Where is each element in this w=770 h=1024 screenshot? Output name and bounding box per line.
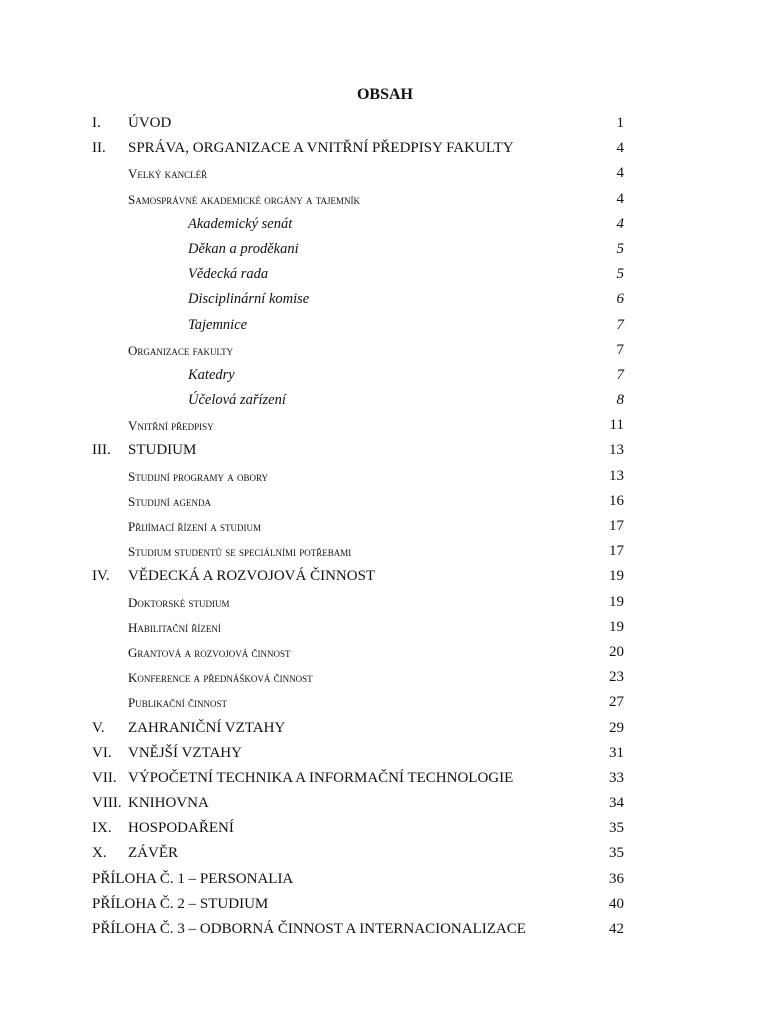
toc-entry-page-number: 35 bbox=[609, 820, 624, 837]
toc-entry-number: II. bbox=[92, 140, 106, 157]
toc-title: OBSAH bbox=[356, 86, 413, 103]
toc-entry-page-number: 5 bbox=[616, 240, 624, 257]
toc-entry[interactable] bbox=[92, 338, 624, 363]
toc-entry-page-number: 34 bbox=[609, 795, 624, 812]
toc-entry-label: Samosprávné akademické orgány a tajemník bbox=[128, 191, 361, 207]
toc-entry[interactable] bbox=[92, 313, 624, 338]
toc-entry-label: PŘÍLOHA Č. 1 – PERSONALIA bbox=[92, 870, 294, 887]
toc-entry-label: ÚVOD bbox=[128, 115, 172, 131]
toc-entry[interactable] bbox=[92, 187, 624, 212]
toc-entry-label: Katedry bbox=[188, 366, 235, 383]
toc-entry[interactable] bbox=[92, 716, 624, 741]
toc-entry-page-number: 7 bbox=[616, 316, 624, 333]
toc-entry-label: Publikační činnost bbox=[128, 695, 227, 711]
toc-entry[interactable] bbox=[92, 136, 624, 161]
toc-entry[interactable] bbox=[92, 841, 624, 866]
toc-entry-number: III. bbox=[92, 442, 111, 459]
toc-entry[interactable] bbox=[92, 564, 624, 589]
toc-entry[interactable] bbox=[92, 615, 624, 640]
toc-entry[interactable] bbox=[92, 690, 624, 715]
toc-entry-label: Vnitřní předpisy bbox=[128, 418, 214, 434]
toc-entry[interactable] bbox=[92, 262, 624, 287]
toc-entry-label: Studijní agenda bbox=[128, 493, 211, 509]
toc-entry-label: VĚDECKÁ A ROZVOJOVÁ ČINNOST bbox=[128, 568, 376, 585]
toc-entry-label: Děkan a proděkani bbox=[188, 240, 299, 257]
toc-entry-number: IV. bbox=[92, 568, 110, 585]
toc-entry-number: VII. bbox=[92, 769, 117, 786]
toc-entry-page-number: 7 bbox=[616, 366, 624, 383]
toc-entry-page-number: 4 bbox=[616, 190, 624, 207]
toc-entry-label: Účelová zařízení bbox=[188, 392, 286, 409]
toc-entry-page-number: 7 bbox=[616, 341, 624, 358]
toc-entry-label: Velký kancléř bbox=[128, 166, 208, 182]
toc-entry-page-number: 42 bbox=[609, 921, 624, 937]
toc-entry-page-number: 4 bbox=[616, 140, 624, 157]
toc-entry-label: PŘÍLOHA Č. 2 – STUDIUM bbox=[92, 895, 269, 912]
toc-entry-label: VÝPOČETNÍ TECHNIKA A INFORMAČNÍ TECHNOLOGIE bbox=[128, 769, 514, 786]
toc-entry-number: X. bbox=[92, 845, 107, 862]
toc-entry-page-number: 29 bbox=[609, 719, 624, 736]
toc-entry[interactable] bbox=[92, 892, 624, 917]
toc-entry-page-number: 4 bbox=[616, 215, 624, 232]
toc-entry-page-number: 20 bbox=[609, 643, 624, 660]
toc-entry-page-number: 17 bbox=[609, 543, 624, 560]
toc-entry-label: STUDIUM bbox=[128, 442, 197, 459]
toc-entry[interactable] bbox=[92, 539, 624, 564]
toc-entry-page-number: 8 bbox=[616, 392, 624, 409]
toc-entry[interactable] bbox=[92, 867, 624, 892]
toc-entry-label: ZAHRANIČNÍ VZTAHY bbox=[128, 719, 286, 736]
toc-entry-number: IX. bbox=[92, 820, 112, 837]
toc-entry[interactable] bbox=[92, 489, 624, 514]
toc-entry-number: I. bbox=[92, 115, 101, 131]
toc-entry-page-number: 33 bbox=[609, 769, 624, 786]
toc-entry-page-number: 19 bbox=[609, 618, 624, 635]
toc-entry-label: Doktorské studium bbox=[128, 594, 230, 610]
toc-entry-label: Konference a přednášková činnost bbox=[128, 670, 313, 686]
toc-entry-page-number: 31 bbox=[609, 744, 624, 761]
toc-entry-page-number: 1 bbox=[616, 115, 624, 131]
table-of-contents bbox=[92, 111, 624, 942]
toc-entry-page-number: 27 bbox=[609, 694, 624, 711]
toc-entry[interactable] bbox=[92, 766, 624, 791]
toc-entry-page-number: 19 bbox=[609, 568, 624, 585]
toc-entry[interactable] bbox=[92, 816, 624, 841]
toc-entry-page-number: 35 bbox=[609, 845, 624, 862]
toc-entry-number: VI. bbox=[92, 744, 112, 761]
toc-entry[interactable] bbox=[92, 413, 624, 438]
toc-entry-label: Tajemnice bbox=[188, 316, 248, 333]
toc-entry-label: Vědecká rada bbox=[188, 266, 269, 283]
toc-entry-page-number: 13 bbox=[609, 442, 624, 459]
toc-entry[interactable] bbox=[92, 111, 624, 136]
toc-entry-label: Akademický senát bbox=[188, 215, 293, 232]
toc-entry[interactable] bbox=[92, 917, 624, 942]
toc-entry[interactable] bbox=[92, 237, 624, 262]
toc-entry[interactable] bbox=[92, 388, 624, 413]
toc-entry-label: Organizace fakulty bbox=[128, 342, 234, 358]
toc-entry-page-number: 13 bbox=[609, 467, 624, 484]
toc-entry-page-number: 6 bbox=[616, 291, 624, 308]
toc-entry-page-number: 40 bbox=[609, 895, 624, 912]
toc-entry-label: SPRÁVA, ORGANIZACE A VNITŘNÍ PŘEDPISY FAKULTY bbox=[128, 140, 514, 157]
toc-entry[interactable] bbox=[92, 287, 624, 312]
toc-entry-label: PŘÍLOHA Č. 3 – ODBORNÁ ČINNOST A INTERNACIONALIZACE bbox=[92, 921, 526, 937]
toc-entry-label: Studium studentů se speciálními potřebami bbox=[128, 544, 352, 560]
toc-entry[interactable] bbox=[92, 590, 624, 615]
toc-entry-label: Disciplinární komise bbox=[188, 291, 310, 308]
toc-entry-label: ZÁVĚR bbox=[128, 845, 178, 862]
toc-entry-page-number: 16 bbox=[609, 492, 624, 509]
toc-entry[interactable] bbox=[92, 438, 624, 463]
toc-entry-label: Studijní programy a obory bbox=[128, 468, 268, 484]
toc-entry-page-number: 36 bbox=[609, 870, 624, 887]
toc-entry-label: Přijímací řízení a studium bbox=[128, 519, 261, 534]
toc-entry[interactable] bbox=[92, 363, 624, 388]
toc-entry-number: V. bbox=[92, 719, 105, 736]
toc-entry[interactable] bbox=[92, 665, 624, 690]
toc-entry[interactable] bbox=[92, 514, 624, 539]
toc-entry-page-number: 5 bbox=[616, 266, 624, 283]
toc-entry[interactable] bbox=[92, 791, 624, 816]
toc-entry[interactable] bbox=[92, 212, 624, 237]
toc-entry-page-number: 11 bbox=[609, 417, 624, 434]
toc-entry[interactable] bbox=[92, 161, 624, 186]
toc-entry-label: HOSPODAŘENÍ bbox=[128, 820, 234, 837]
toc-entry-page-number: 23 bbox=[609, 669, 624, 686]
toc-entry-page-number: 4 bbox=[616, 165, 624, 182]
toc-entry-label: Habilitační řízení bbox=[128, 619, 221, 635]
toc-entry-label: KNIHOVNA bbox=[128, 795, 209, 812]
toc-entry-page-number: 19 bbox=[609, 593, 624, 610]
toc-entry-label: VNĚJŠÍ VZTAHY bbox=[128, 744, 242, 761]
toc-entry[interactable] bbox=[92, 741, 624, 766]
toc-entry[interactable] bbox=[92, 464, 624, 489]
toc-entry[interactable] bbox=[92, 640, 624, 665]
toc-entry-page-number: 17 bbox=[609, 518, 624, 534]
toc-entry-number: VIII. bbox=[92, 795, 122, 812]
toc-entry-label: Grantová a rozvojová činnost bbox=[128, 644, 291, 660]
